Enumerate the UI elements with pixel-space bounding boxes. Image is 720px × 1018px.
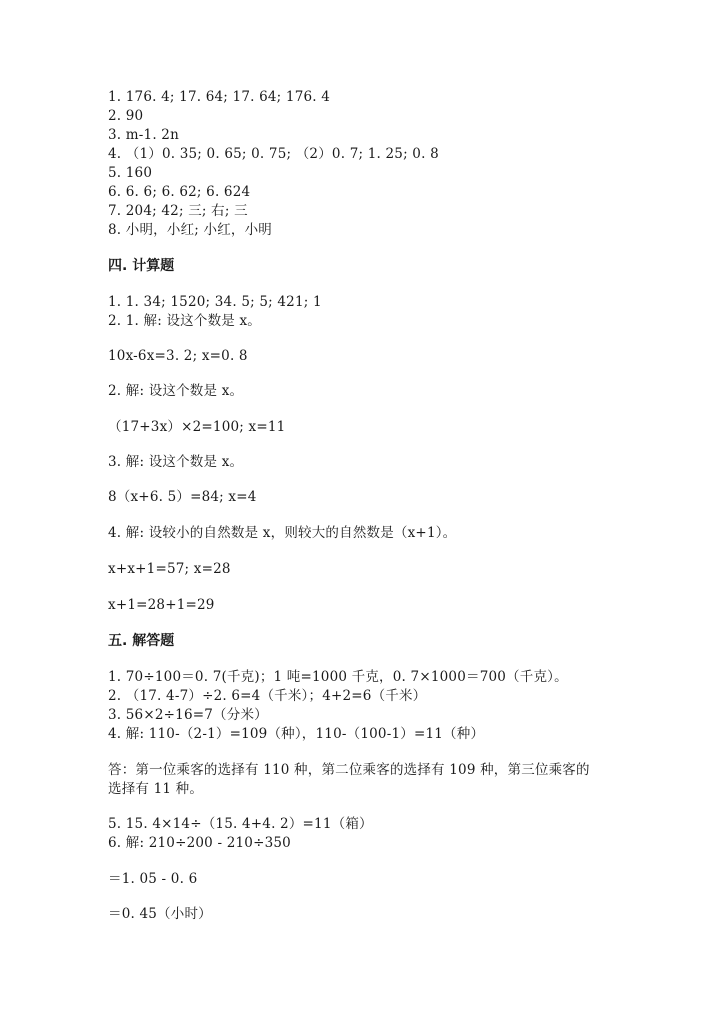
answer-line: 10x-6x=3. 2; x=0. 8 (108, 348, 248, 364)
answer-line: 3. 解: 设这个数是 x。 (108, 454, 244, 470)
answer-line: 答：第一位乘客的选择有 110 种，第二位乘客的选择有 109 种，第三位乘客的 (108, 762, 590, 778)
answer-line: 5. 160 (108, 165, 153, 181)
answer-line: 2. 1. 解: 设这个数是 x。 (108, 313, 261, 329)
answer-line: 6. 6. 6; 6. 62; 6. 624 (108, 184, 251, 200)
answer-line: 2. （17. 4-7）÷2. 6=4（千米）；4+2=6（千米） (108, 688, 427, 704)
answer-line: 1. 1. 34; 1520; 34. 5; 5; 421; 1 (108, 294, 322, 310)
answer-line: 7. 204; 42; 三; 右; 三 (108, 203, 248, 219)
answer-line: 2. 90 (108, 108, 144, 124)
answer-line: 5. 15. 4×14÷（15. 4+4. 2）=11（箱） (108, 816, 373, 832)
answer-line: 选择有 11 种。 (108, 781, 204, 797)
answer-line: 1. 176. 4; 17. 64; 17. 64; 176. 4 (108, 89, 331, 105)
answer-line: 4. 解: 110-（2-1）=109（种），110-（100-1）=11（种） (108, 726, 485, 742)
answer-line: x+x+1=57; x=28 (108, 561, 231, 577)
section-heading-calculation: 四. 计算题 (108, 258, 175, 274)
answer-line: 1. 70÷100＝0. 7(千克)；1 吨=1000 千克，0. 7×1000＝700（千克）。 (108, 669, 568, 685)
answer-line: 4. （1）0. 35; 0. 65; 0. 75; （2）0. 7; 1. 25; 0. 8 (108, 146, 439, 162)
answer-line: ＝0. 45（小时） (108, 906, 212, 922)
answer-line: 8. 小明，小红; 小红，小明 (108, 222, 273, 238)
section-heading-word-problems: 五. 解答题 (108, 633, 175, 649)
answer-line: （17+3x）×2=100; x=11 (108, 419, 286, 435)
answer-line: 4. 解: 设较小的自然数是 x，则较大的自然数是（x+1）。 (108, 525, 457, 541)
answer-line: 3. m-1. 2n (108, 127, 179, 143)
answer-line: ＝1. 05 - 0. 6 (108, 871, 198, 887)
answer-line: 3. 56×2÷16=7（分米） (108, 707, 268, 723)
answer-line: 6. 解: 210÷200 - 210÷350 (108, 835, 291, 851)
answer-line: x+1=28+1=29 (108, 597, 215, 613)
answer-line: 8（x+6. 5）=84; x=4 (108, 489, 257, 505)
answer-line: 2. 解: 设这个数是 x。 (108, 383, 244, 399)
